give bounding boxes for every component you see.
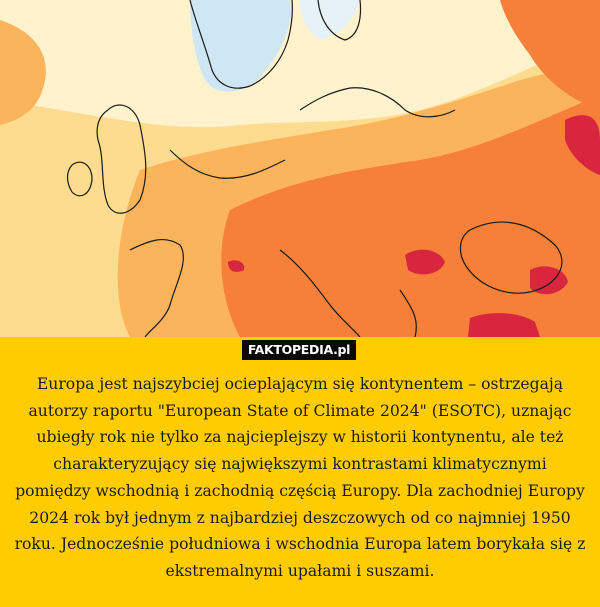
caption-text: Europa jest najszybciej ocieplającym się kontynentem – ostrzegają autorzy raportu "European State of Climate 2024" (ESOTC), uznając ubiegły rok nie tylko za najcieplejszy w historii kontynentu, ale też charakteryzujący się największymi kontrastami klimatycznymi pomiędzy wschodnią i zachodnią częścią Europy. Dla zachodniej Europy 2024 rok był jednym z najbardziej deszczowych od co najmniej 1950 roku. Jednocześnie południowa i wschodnia Europa latem borykała się z ekstremalnymi upałami i suszami.	[14, 375, 586, 580]
faktopedia-watermark: FAKTOPEDIA.pl	[242, 340, 356, 360]
